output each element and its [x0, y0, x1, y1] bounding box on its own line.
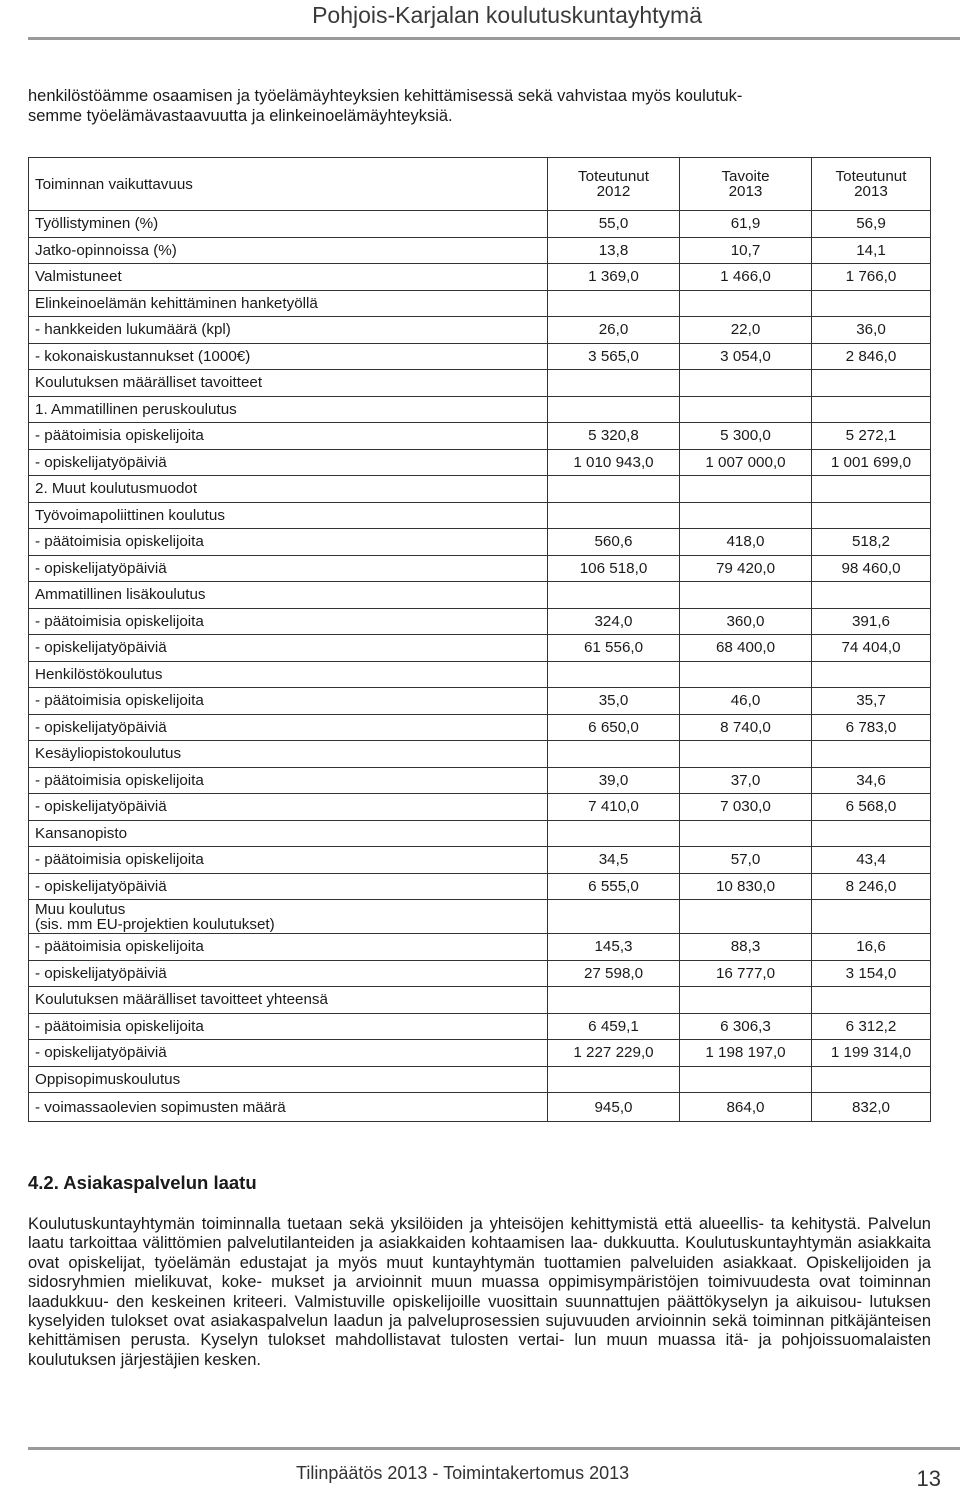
- row-value-col2: [680, 741, 812, 768]
- table-header-label: Toiminnan vaikuttavuus: [29, 158, 548, 211]
- row-label: Koulutuksen määrälliset tavoitteet: [29, 370, 548, 397]
- table-row: [29, 343, 931, 370]
- row-value-col2: 1 466,0: [680, 264, 812, 291]
- row-value-col2: 8 740,0: [680, 714, 812, 741]
- row-value-col2: 418,0: [680, 529, 812, 556]
- row-label: Elinkeinoelämän kehittäminen hanketyöllä: [29, 290, 548, 317]
- row-label: Jatko-opinnoissa (%): [29, 237, 548, 264]
- row-value-col3: [812, 396, 931, 423]
- intro-line-2: semme työelämävastaavuutta ja elinkeinoelämäyhteyksiä.: [28, 107, 453, 125]
- impact-table: [28, 157, 931, 1122]
- row-value-col1: 106 518,0: [548, 555, 680, 582]
- row-value-col3: 5 272,1: [812, 423, 931, 450]
- table-row: [29, 661, 931, 688]
- row-value-col2: 10,7: [680, 237, 812, 264]
- row-value-col2: [680, 476, 812, 503]
- row-value-col1: [548, 987, 680, 1014]
- row-label: - opiskelijatyöpäiviä: [29, 635, 548, 662]
- table-row: [29, 1040, 931, 1067]
- table-row: [29, 820, 931, 847]
- row-value-col1: [548, 290, 680, 317]
- table-row: [29, 934, 931, 961]
- row-value-col3: 36,0: [812, 317, 931, 344]
- row-value-col3: [812, 661, 931, 688]
- table-row: [29, 688, 931, 715]
- row-value-col2: [680, 900, 812, 934]
- row-value-col3: 1 199 314,0: [812, 1040, 931, 1067]
- row-value-col1: 61 556,0: [548, 635, 680, 662]
- row-value-col3: [812, 1066, 931, 1093]
- paragraph-line: kuntayhtymän tuottamien palveluiden asiakkaat. Opiskelijoiden ja sidosryhmien mielikuvat, koke-: [28, 1253, 931, 1292]
- row-value-col2: 57,0: [680, 847, 812, 874]
- row-label: - päätoimisia opiskelijoita: [29, 934, 548, 961]
- row-value-col2: 6 306,3: [680, 1013, 812, 1040]
- row-label: - voimassaolevien sopimusten määrä: [29, 1093, 548, 1122]
- row-value-col2: 22,0: [680, 317, 812, 344]
- row-value-col2: 88,3: [680, 934, 812, 961]
- row-label: - opiskelijatyöpäiviä: [29, 960, 548, 987]
- row-value-col3: 6 783,0: [812, 714, 931, 741]
- row-value-col3: 43,4: [812, 847, 931, 874]
- row-label: - päätoimisia opiskelijoita: [29, 847, 548, 874]
- row-value-col1: [548, 396, 680, 423]
- row-value-col1: 27 598,0: [548, 960, 680, 987]
- row-value-col2: [680, 582, 812, 609]
- row-value-col1: 35,0: [548, 688, 680, 715]
- row-value-col2: [680, 290, 812, 317]
- row-label: - opiskelijatyöpäiviä: [29, 555, 548, 582]
- row-value-col3: 1 766,0: [812, 264, 931, 291]
- table-header-row: [29, 158, 931, 211]
- row-label: Henkilöstökoulutus: [29, 661, 548, 688]
- paragraph-line: lutuksen kyselyiden tulokset ovat asiakaspalvelun laadun ja palveluprosessien sujuvuuden arvioinnin: [28, 1292, 931, 1331]
- row-value-col1: [548, 502, 680, 529]
- row-value-col2: 68 400,0: [680, 635, 812, 662]
- header-rule: [28, 37, 960, 40]
- row-value-col1: 6 555,0: [548, 873, 680, 900]
- row-value-col1: 7 410,0: [548, 794, 680, 821]
- row-value-col1: [548, 900, 680, 934]
- row-value-col3: [812, 502, 931, 529]
- table-row: [29, 635, 931, 662]
- row-value-col3: 518,2: [812, 529, 931, 556]
- table-header-col2: Tavoite 2013: [680, 158, 812, 211]
- row-value-col2: 10 830,0: [680, 873, 812, 900]
- row-value-col3: 1 001 699,0: [812, 449, 931, 476]
- row-value-col2: 16 777,0: [680, 960, 812, 987]
- row-value-col1: 13,8: [548, 237, 680, 264]
- footer-rule: [28, 1447, 960, 1450]
- paragraph-line: den keskeinen kriteeri. Valmistuville opiskelijoille vuosittain suunnattujen päättökyselyn ja aikuisou-: [116, 1292, 863, 1311]
- row-label: Koulutuksen määrälliset tavoitteet yhteensä: [29, 987, 548, 1014]
- table-row: [29, 317, 931, 344]
- row-value-col1: 560,6: [548, 529, 680, 556]
- row-label: - päätoimisia opiskelijoita: [29, 608, 548, 635]
- row-value-col2: [680, 370, 812, 397]
- row-label: - päätoimisia opiskelijoita: [29, 767, 548, 794]
- table-row: [29, 529, 931, 556]
- table-row: [29, 502, 931, 529]
- table-row: [29, 714, 931, 741]
- row-value-col2: 864,0: [680, 1093, 812, 1122]
- footer-text: Tilinpäätös 2013 - Toimintakertomus 2013: [296, 1463, 630, 1483]
- row-label: - hankkeiden lukumäärä (kpl): [29, 317, 548, 344]
- row-value-col1: [548, 1066, 680, 1093]
- row-value-col2: [680, 820, 812, 847]
- row-label: - opiskelijatyöpäiviä: [29, 1040, 548, 1067]
- row-label: Työllistyminen (%): [29, 211, 548, 238]
- row-label: - päätoimisia opiskelijoita: [29, 529, 548, 556]
- row-value-col3: [812, 290, 931, 317]
- section-heading: 4.2. Asiakaspalvelun laatu: [28, 1172, 257, 1193]
- table-row: [29, 741, 931, 768]
- row-value-col2: 360,0: [680, 608, 812, 635]
- row-value-col3: 74 404,0: [812, 635, 931, 662]
- row-value-col2: [680, 1066, 812, 1093]
- row-value-col1: 1 010 943,0: [548, 449, 680, 476]
- table-row: [29, 847, 931, 874]
- row-value-col3: [812, 476, 931, 503]
- row-value-col1: [548, 820, 680, 847]
- row-label: - opiskelijatyöpäiviä: [29, 449, 548, 476]
- row-value-col3: [812, 900, 931, 934]
- row-value-col2: 3 054,0: [680, 343, 812, 370]
- table-row: [29, 264, 931, 291]
- row-value-col3: 6 568,0: [812, 794, 931, 821]
- row-value-col1: 324,0: [548, 608, 680, 635]
- row-value-col2: 1 007 000,0: [680, 449, 812, 476]
- page-header: [0, 0, 960, 40]
- table-row: [29, 449, 931, 476]
- row-label: - päätoimisia opiskelijoita: [29, 688, 548, 715]
- table-row: [29, 476, 931, 503]
- paragraph-line: dukkuutta. Koulutuskuntayhtymän asiakkaita ovat opiskelijat, työelämän edustajat ja myös muut: [28, 1234, 931, 1272]
- row-value-col3: [812, 370, 931, 397]
- row-value-col3: [812, 582, 931, 609]
- table-row: [29, 608, 931, 635]
- row-label: Ammatillinen lisäkoulutus: [29, 582, 548, 609]
- row-value-col3: 16,6: [812, 934, 931, 961]
- row-value-col3: 832,0: [812, 1093, 931, 1122]
- row-label: Oppisopimuskoulutus: [29, 1066, 548, 1093]
- section-paragraph: [28, 1215, 931, 1370]
- table-row: [29, 211, 931, 238]
- row-label: Valmistuneet: [29, 264, 548, 291]
- row-value-col1: 39,0: [548, 767, 680, 794]
- row-value-col1: [548, 582, 680, 609]
- row-value-col1: [548, 370, 680, 397]
- row-value-col1: 145,3: [548, 934, 680, 961]
- row-value-col3: 34,6: [812, 767, 931, 794]
- table-row: [29, 423, 931, 450]
- row-value-col2: 61,9: [680, 211, 812, 238]
- table-row: [29, 960, 931, 987]
- row-value-col3: 2 846,0: [812, 343, 931, 370]
- row-value-col2: 1 198 197,0: [680, 1040, 812, 1067]
- table-header-col1: Toteutunut 2012: [548, 158, 680, 211]
- table-row: [29, 1013, 931, 1040]
- row-value-col1: 6 650,0: [548, 714, 680, 741]
- row-value-col1: 1 227 229,0: [548, 1040, 680, 1067]
- row-label: Työvoimapoliittinen koulutus: [29, 502, 548, 529]
- row-value-col3: [812, 820, 931, 847]
- table-row: [29, 767, 931, 794]
- row-value-col1: 1 369,0: [548, 264, 680, 291]
- row-value-col2: 7 030,0: [680, 794, 812, 821]
- intro-paragraph: [28, 86, 933, 126]
- table-row: [29, 290, 931, 317]
- row-value-col3: 391,6: [812, 608, 931, 635]
- row-label: 2. Muut koulutusmuodot: [29, 476, 548, 503]
- row-value-col3: 56,9: [812, 211, 931, 238]
- row-value-col3: 14,1: [812, 237, 931, 264]
- table-row: [29, 1093, 931, 1122]
- row-value-col3: 98 460,0: [812, 555, 931, 582]
- row-value-col2: [680, 987, 812, 1014]
- row-value-col1: 3 565,0: [548, 343, 680, 370]
- row-value-col1: 55,0: [548, 211, 680, 238]
- row-value-col2: 79 420,0: [680, 555, 812, 582]
- header-title: Pohjois-Karjalan koulutuskuntayhtymä: [312, 2, 702, 28]
- table-row: [29, 1066, 931, 1093]
- row-value-col1: [548, 741, 680, 768]
- table-row: [29, 873, 931, 900]
- row-value-col1: 26,0: [548, 317, 680, 344]
- row-value-col2: [680, 661, 812, 688]
- intro-line-1: henkilöstöämme osaamisen ja työelämäyhteyksien kehittämisessä sekä vahvistaa myös koulutuk-: [28, 87, 743, 105]
- row-value-col3: 8 246,0: [812, 873, 931, 900]
- table-row: [29, 396, 931, 423]
- table-row-muu-koulutus: [29, 900, 931, 934]
- paragraph-line: lun muun muassa itä- ja pohjoissuomalaisten koulutuksen järjestäjien kesken.: [28, 1331, 931, 1369]
- row-label: 1. Ammatillinen peruskoulutus: [29, 396, 548, 423]
- paragraph-line: ta kehitystä. Palvelun laatu tarkoittaa välittömien palvelutilanteiden ja asiakkaiden kohtaamisen laa-: [28, 1215, 931, 1253]
- row-value-col3: [812, 987, 931, 1014]
- row-value-col3: [812, 741, 931, 768]
- table-header-col3: Toteutunut 2013: [812, 158, 931, 211]
- table-row: [29, 555, 931, 582]
- row-value-col1: 34,5: [548, 847, 680, 874]
- row-label: - opiskelijatyöpäiviä: [29, 873, 548, 900]
- row-value-col2: 46,0: [680, 688, 812, 715]
- row-value-col3: 3 154,0: [812, 960, 931, 987]
- row-value-col1: 5 320,8: [548, 423, 680, 450]
- row-label: - päätoimisia opiskelijoita: [29, 1013, 548, 1040]
- table-row: [29, 582, 931, 609]
- table-row: [29, 794, 931, 821]
- paragraph-line: Koulutuskuntayhtymän toiminnalla tuetaan sekä yksilöiden ja yhteisöjen kehittymistä että alueellis-: [28, 1215, 764, 1233]
- table-row: [29, 237, 931, 264]
- row-label: - opiskelijatyöpäiviä: [29, 714, 548, 741]
- table-row: [29, 987, 931, 1014]
- paragraph-line: sekä toiminnan pitkäjänteisen kehittämisen perusta. Kyselyn tulokset mahdollistavat tulosten vertai-: [28, 1312, 932, 1350]
- page-number: 13: [916, 1466, 941, 1491]
- row-value-col2: [680, 396, 812, 423]
- row-value-col1: 6 459,1: [548, 1013, 680, 1040]
- row-value-col1: [548, 661, 680, 688]
- row-label: - kokonaiskustannukset (1000€): [29, 343, 548, 370]
- row-value-col2: 5 300,0: [680, 423, 812, 450]
- row-value-col2: [680, 502, 812, 529]
- row-value-col2: 37,0: [680, 767, 812, 794]
- paragraph-line: mukset ja arvioinnit muun muassa oppimisympäristöjen toimivuudesta ovat toiminnan laadukkuu-: [28, 1273, 931, 1311]
- row-label: - päätoimisia opiskelijoita: [29, 423, 548, 450]
- row-value-col1: 945,0: [548, 1093, 680, 1122]
- row-label: Kesäyliopistokoulutus: [29, 741, 548, 768]
- row-label: Muu koulutus (sis. mm EU-projektien koulutukset): [29, 900, 548, 934]
- row-value-col1: [548, 476, 680, 503]
- table-row: [29, 370, 931, 397]
- row-value-col3: 6 312,2: [812, 1013, 931, 1040]
- row-value-col3: 35,7: [812, 688, 931, 715]
- row-label: Kansanopisto: [29, 820, 548, 847]
- row-label: - opiskelijatyöpäiviä: [29, 794, 548, 821]
